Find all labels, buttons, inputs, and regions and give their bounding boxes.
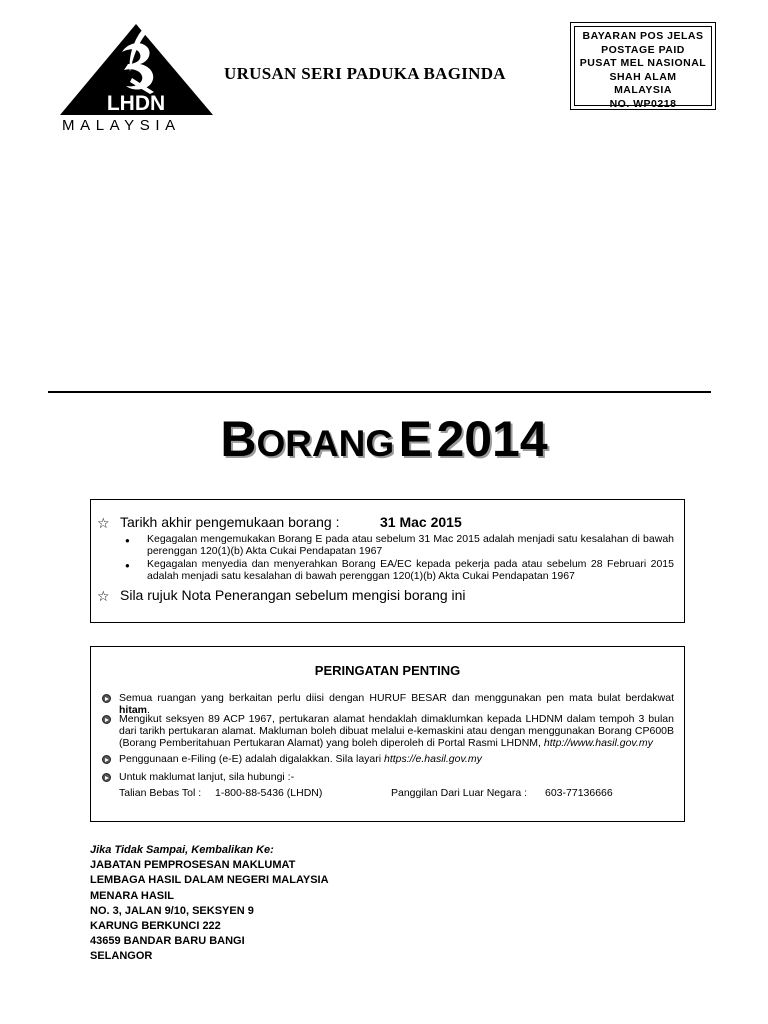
reminder-text: . <box>147 704 150 716</box>
portal-link[interactable]: http://www.hasil.gov.my <box>543 737 653 749</box>
star-icon: ☆ <box>97 515 110 531</box>
important-heading: PERINGATAN PENTING <box>314 663 461 678</box>
deadline-notice-box <box>90 499 685 623</box>
logo-caption: MALAYSIA <box>62 117 181 134</box>
return-address <box>90 843 329 965</box>
horizontal-divider <box>48 391 711 393</box>
address-line: SELANGOR <box>90 950 153 963</box>
address-line: LEMBAGA HASIL DALAM NEGERI MALAYSIA <box>90 874 329 887</box>
postage-line: NO. WP0218 <box>609 97 677 110</box>
reminder-item <box>119 753 674 765</box>
star-icon: ☆ <box>97 588 110 604</box>
notice-bullet: Kegagalan menyedia dan menyerahkan Borang EA/EC kepada pekerja pada atau sebelum 28 Februari 2015 adalah menjadi satu kesalahan di bawah perenggan 120(1)(b) Akta Cukai Pendapatan 1967 <box>147 558 674 582</box>
tollfree-label: Talian Bebas Tol : <box>119 787 202 799</box>
postage-line: SHAH ALAM <box>609 70 677 83</box>
reminder-emphasis: hitam <box>119 704 148 716</box>
notice-bullet: Kegagalan mengemukakan Borang E pada atau sebelum 31 Mac 2015 adalah menjadi satu kesalahan di bawah perenggan 120(1)(b) Akta Cukai Pendapatan 1967 <box>147 533 674 557</box>
arrow-bullet-icon <box>102 715 111 724</box>
header-title: URUSAN SERI PADUKA BAGINDA <box>224 64 506 83</box>
reminder-text: Mengikut seksyen 89 ACP 1967, pertukaran alamat hendaklah dimaklumkan kepada LHDNM dalam tempoh 3 bulan dari tarikh pertukaran alamat. Makluman boleh dibuat melalui e-kemaskini atau dengan menggunakan Borang CP600B (Borang Pemberitahuan Pertukaran Alamat) yang boleh diperoleh di Portal Rasmi LHDNM, <box>119 713 674 749</box>
arrow-bullet-icon <box>102 773 111 782</box>
deadline-value: 31 Mac 2015 <box>380 514 462 530</box>
postage-line: MALAYSIA <box>614 84 672 97</box>
address-line: NO. 3, JALAN 9/10, SEKSYEN 9 <box>90 904 254 917</box>
bullet-icon: ● <box>125 536 130 545</box>
important-reminder-box <box>90 646 685 822</box>
address-line: JABATAN PEMPROSESAN MAKLUMAT <box>90 859 296 872</box>
title-year: 2014 <box>436 411 548 467</box>
deadline-label: Tarikh akhir pengemukaan borang : <box>120 514 340 530</box>
efiling-link[interactable]: https://e.hasil.gov.my <box>384 753 482 765</box>
form-title <box>0 410 768 468</box>
address-line: KARUNG BERKUNCI 222 <box>90 920 221 933</box>
reminder-item: Untuk maklumat lanjut, sila hubungi :- <box>119 771 295 783</box>
postage-line: BAYARAN POS JELAS <box>582 30 704 42</box>
logo-letters: LHDN <box>106 92 166 115</box>
address-line: 43659 BANDAR BARU BANGI <box>90 935 245 948</box>
bullet-icon: ● <box>125 561 130 570</box>
postage-line: POSTAGE PAID <box>601 43 685 56</box>
overseas-label: Panggilan Dari Luar Negara : <box>391 787 527 799</box>
postage-line: PUSAT MEL NASIONAL <box>579 57 707 70</box>
notice-note: Sila rujuk Nota Penerangan sebelum mengisi borang ini <box>120 587 466 603</box>
title-initial: B <box>220 411 257 467</box>
arrow-bullet-icon <box>102 755 111 764</box>
address-line: MENARA HASIL <box>90 889 174 902</box>
postage-paid-box <box>570 22 716 110</box>
reminder-item <box>119 713 674 749</box>
return-address-lead: Jika Tidak Sampai, Kembalikan Ke: <box>90 844 274 856</box>
reminder-text: Semua ruangan yang berkaitan perlu diisi dengan HURUF BESAR dan menggunakan pen mata bulat berdakwat <box>119 692 674 704</box>
title-form-letter: E <box>398 411 432 467</box>
reminder-text: Penggunaan e-Filing (e-E) adalah digalakkan. Sila layari <box>119 753 384 765</box>
tollfree-number: 1-800-88-5436 (LHDN) <box>215 787 323 799</box>
overseas-number: 603-77136666 <box>545 787 613 799</box>
title-rest: ORANG <box>256 423 395 464</box>
arrow-bullet-icon <box>102 694 111 703</box>
